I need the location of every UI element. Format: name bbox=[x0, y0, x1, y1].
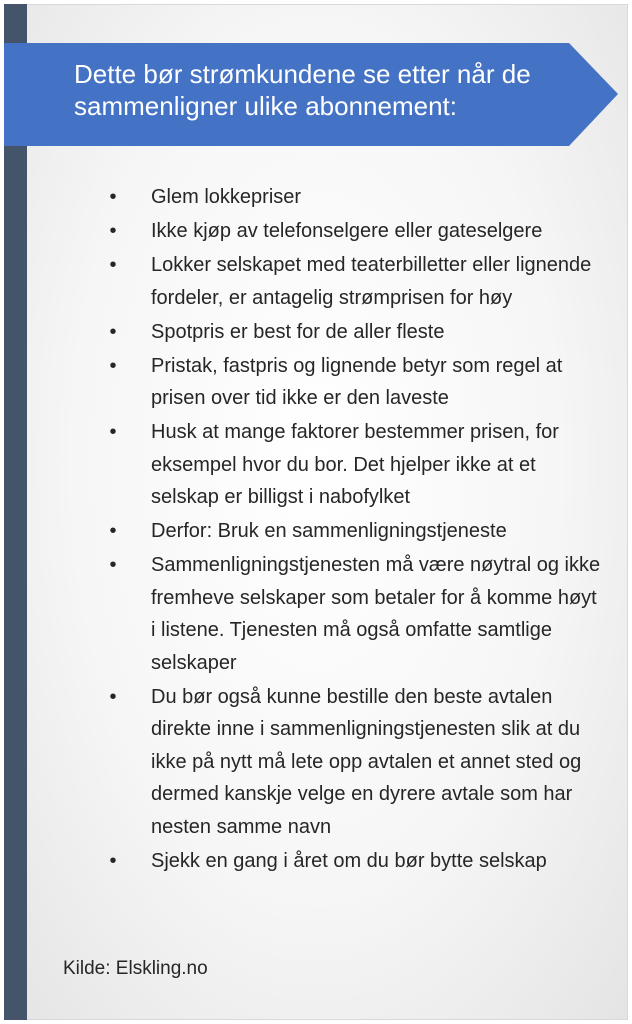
list-item bbox=[101, 845, 601, 878]
bullet-icon: • bbox=[109, 520, 117, 542]
list-item bbox=[101, 681, 601, 844]
bullet-icon: • bbox=[109, 186, 117, 208]
list-item bbox=[101, 215, 601, 248]
list-item-text: Derfor: Bruk en sammenligningstjeneste bbox=[151, 520, 507, 542]
bullet-icon: • bbox=[109, 421, 117, 443]
bullet-icon: • bbox=[109, 849, 117, 872]
header-title: Dette bør strømkundene se etter når de sammenligner ulike abonnement: bbox=[74, 59, 531, 121]
list-item bbox=[101, 350, 601, 415]
list-item bbox=[101, 549, 601, 679]
side-accent-bar bbox=[4, 4, 27, 1020]
advice-list bbox=[101, 181, 601, 879]
list-item-text: Spotpris er best for de aller fleste bbox=[151, 320, 445, 343]
source-credit: Kilde: Elskling.no bbox=[63, 958, 208, 979]
bullet-icon: • bbox=[109, 685, 117, 708]
list-item bbox=[101, 515, 601, 548]
list-item bbox=[101, 249, 601, 314]
list-item-text: Sjekk en gang i året om du bør bytte selskap bbox=[151, 849, 547, 872]
bullet-icon: • bbox=[109, 320, 117, 343]
bullet-icon: • bbox=[109, 554, 117, 576]
list-item-text: Pristak, fastpris og lignende betyr som regel at prisen over tid ikke er den laveste bbox=[151, 354, 563, 409]
list-item-text: Husk at mange faktorer bestemmer prisen, for eksempel hvor du bor. Det hjelper ikke at et selskap er billigst i nabofylket bbox=[151, 421, 559, 508]
list-item bbox=[101, 316, 601, 349]
list-item-text: Sammenligningstjenesten må være nøytral og ikke fremheve selskaper som betaler for å komme høyt i listene. Tjenesten må også omfatte samtlige selskaper bbox=[151, 554, 601, 674]
list-item-text: Ikke kjøp av telefonselgere eller gateselgere bbox=[151, 220, 543, 242]
list-item-text: Lokker selskapet med teaterbilletter eller lignende fordeler, er antagelig strømprisen for høy bbox=[151, 254, 592, 309]
bullet-icon: • bbox=[109, 354, 117, 377]
list-item-text: Du bør også kunne bestille den beste avtalen direkte inne i sammenligningstjenesten slik at du ikke på nytt må lete opp avtalen et annet sted og dermed kanskje velge en dyrere avtale som har nesten samme navn bbox=[151, 685, 582, 838]
list-item-text: Glem lokkepriser bbox=[151, 186, 302, 208]
bullet-icon: • bbox=[109, 220, 117, 242]
list-item bbox=[101, 181, 601, 214]
list-item bbox=[101, 416, 601, 514]
bullet-icon: • bbox=[109, 254, 117, 276]
